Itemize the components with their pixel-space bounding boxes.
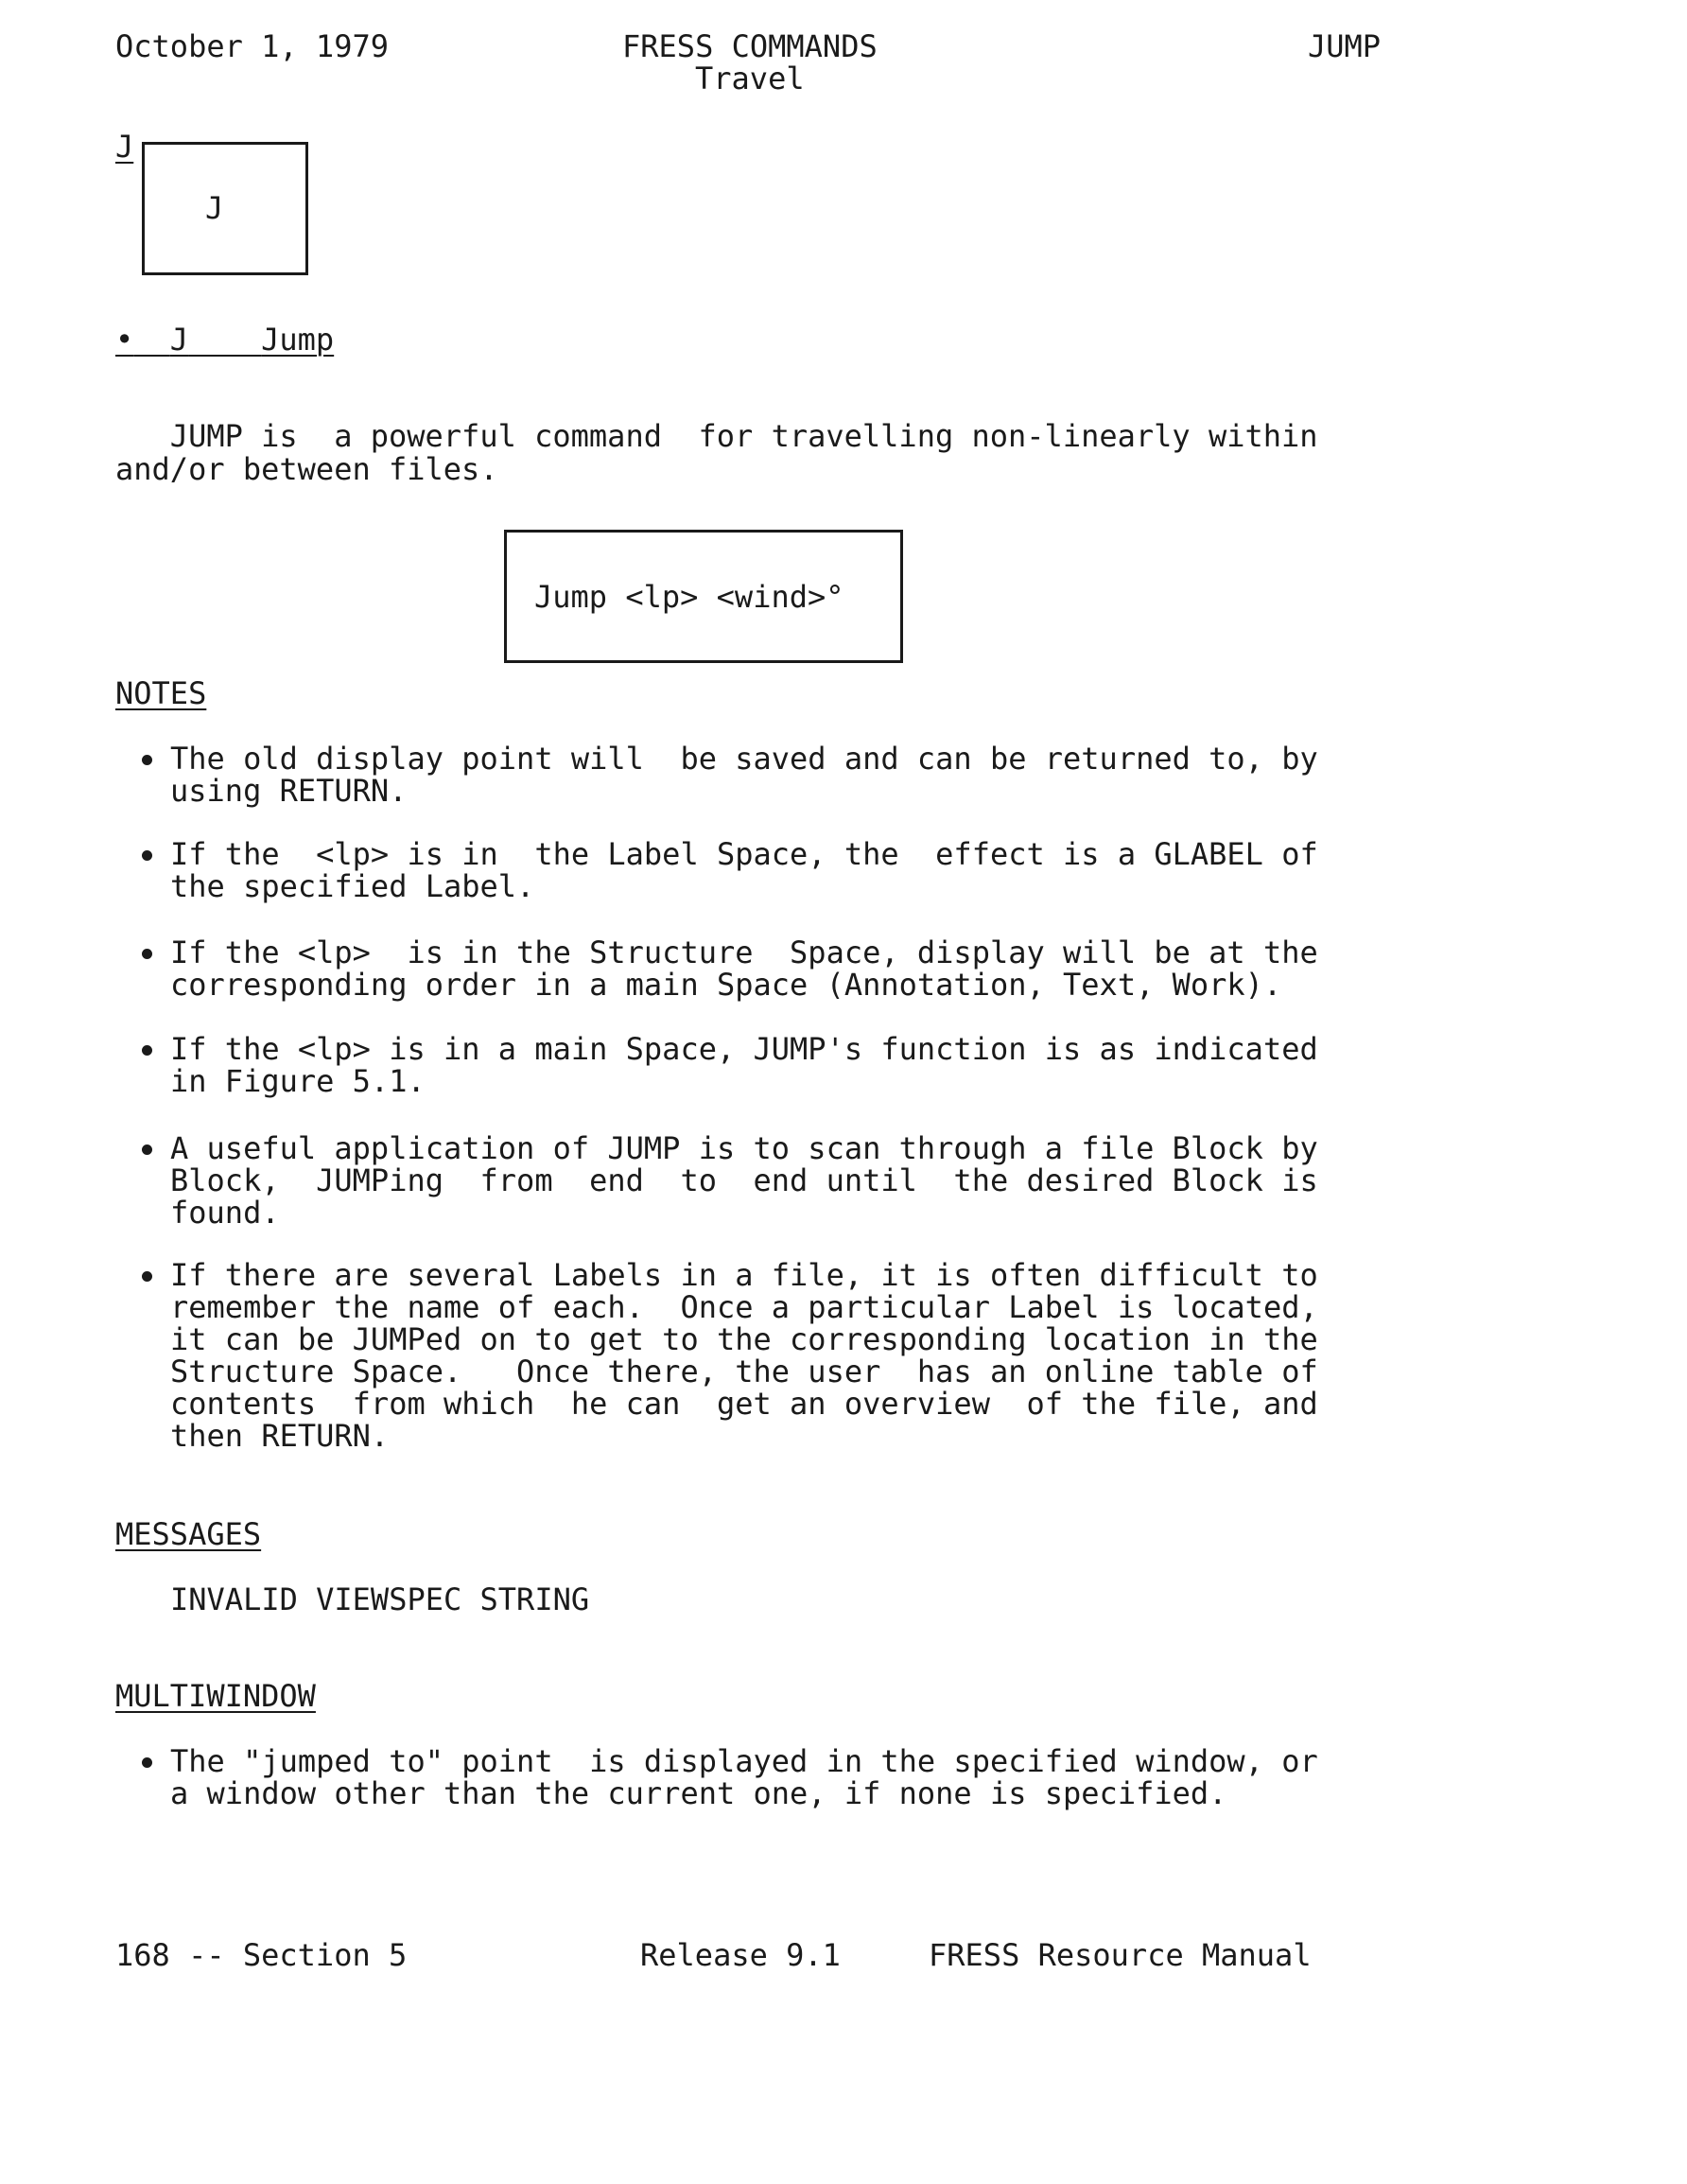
note-line: If the <lp> is in a main Space, JUMP's function is as indicated	[170, 1031, 1318, 1067]
notes-title: NOTES	[115, 675, 207, 711]
key-label: J	[115, 129, 134, 165]
note-line: it can be JUMPed on to get to the corresponding location in the	[170, 1321, 1318, 1357]
note-line: in Figure 5.1.	[170, 1063, 426, 1099]
bullet-icon	[142, 1144, 152, 1155]
note-line: Block, JUMPing from end to end until the desired Block is	[170, 1162, 1318, 1198]
note-line: If the <lp> is in the Structure Space, display will be at the	[170, 935, 1318, 970]
note-line: A useful application of JUMP is to scan through a file Block by	[170, 1130, 1318, 1166]
multiwindow-title: MULTIWINDOW	[115, 1678, 316, 1714]
note-line: remember the name of each. Once a particular Label is located,	[170, 1289, 1318, 1325]
messages-title: MESSAGES	[115, 1516, 262, 1552]
syntax-text: Jump <lp> <wind>°	[534, 579, 844, 615]
note-line: If there are several Labels in a file, it is often difficult to	[170, 1257, 1318, 1293]
note-line: Structure Space. Once there, the user has an online table of	[170, 1354, 1318, 1389]
intro-line-1: JUMP is a powerful command for travelling non-linearly within	[115, 418, 1318, 454]
key-box	[142, 142, 308, 275]
heading-bullet: •	[115, 322, 134, 358]
syntax-box	[504, 530, 903, 663]
header-subtitle: Travel	[695, 61, 805, 96]
bullet-icon	[142, 1045, 152, 1056]
heading-abbrev: J	[169, 322, 189, 358]
footer-release: Release 9.1	[640, 1937, 841, 1973]
bullet-icon	[142, 850, 152, 861]
note-line: the specified Label.	[170, 868, 535, 904]
header-command: JUMP	[1308, 28, 1382, 64]
note-line: If the <lp> is in the Label Space, the effect is a GLABEL of	[170, 836, 1318, 872]
command-heading	[115, 323, 334, 356]
bullet-icon	[142, 1271, 152, 1282]
heading-name: Jump	[261, 322, 335, 358]
header-date: October 1, 1979	[115, 28, 389, 64]
note-line: using RETURN.	[170, 773, 408, 809]
footer-section: 168 -- Section 5	[115, 1937, 408, 1973]
note-line: a window other than the current one, if none is specified.	[170, 1775, 1227, 1811]
bullet-icon	[142, 755, 152, 765]
note-line: then RETURN.	[170, 1418, 390, 1454]
message-text: INVALID VIEWSPEC STRING	[170, 1581, 590, 1617]
note-line: The "jumped to" point is displayed in the specified window, or	[170, 1743, 1318, 1779]
footer-manual: FRESS Resource Manual	[929, 1937, 1312, 1973]
bullet-icon	[142, 1757, 152, 1768]
bullet-icon	[142, 949, 152, 959]
key-box-text: J	[205, 190, 224, 226]
note-line: The old display point will be saved and can be returned to, by	[170, 741, 1318, 777]
note-line: contents from which he can get an overview of the file, and	[170, 1386, 1318, 1422]
note-line: corresponding order in a main Space (Annotation, Text, Work).	[170, 967, 1282, 1003]
header-title: FRESS COMMANDS	[622, 28, 878, 64]
intro-line-2: and/or between files.	[115, 451, 498, 487]
note-line: found.	[170, 1195, 280, 1231]
